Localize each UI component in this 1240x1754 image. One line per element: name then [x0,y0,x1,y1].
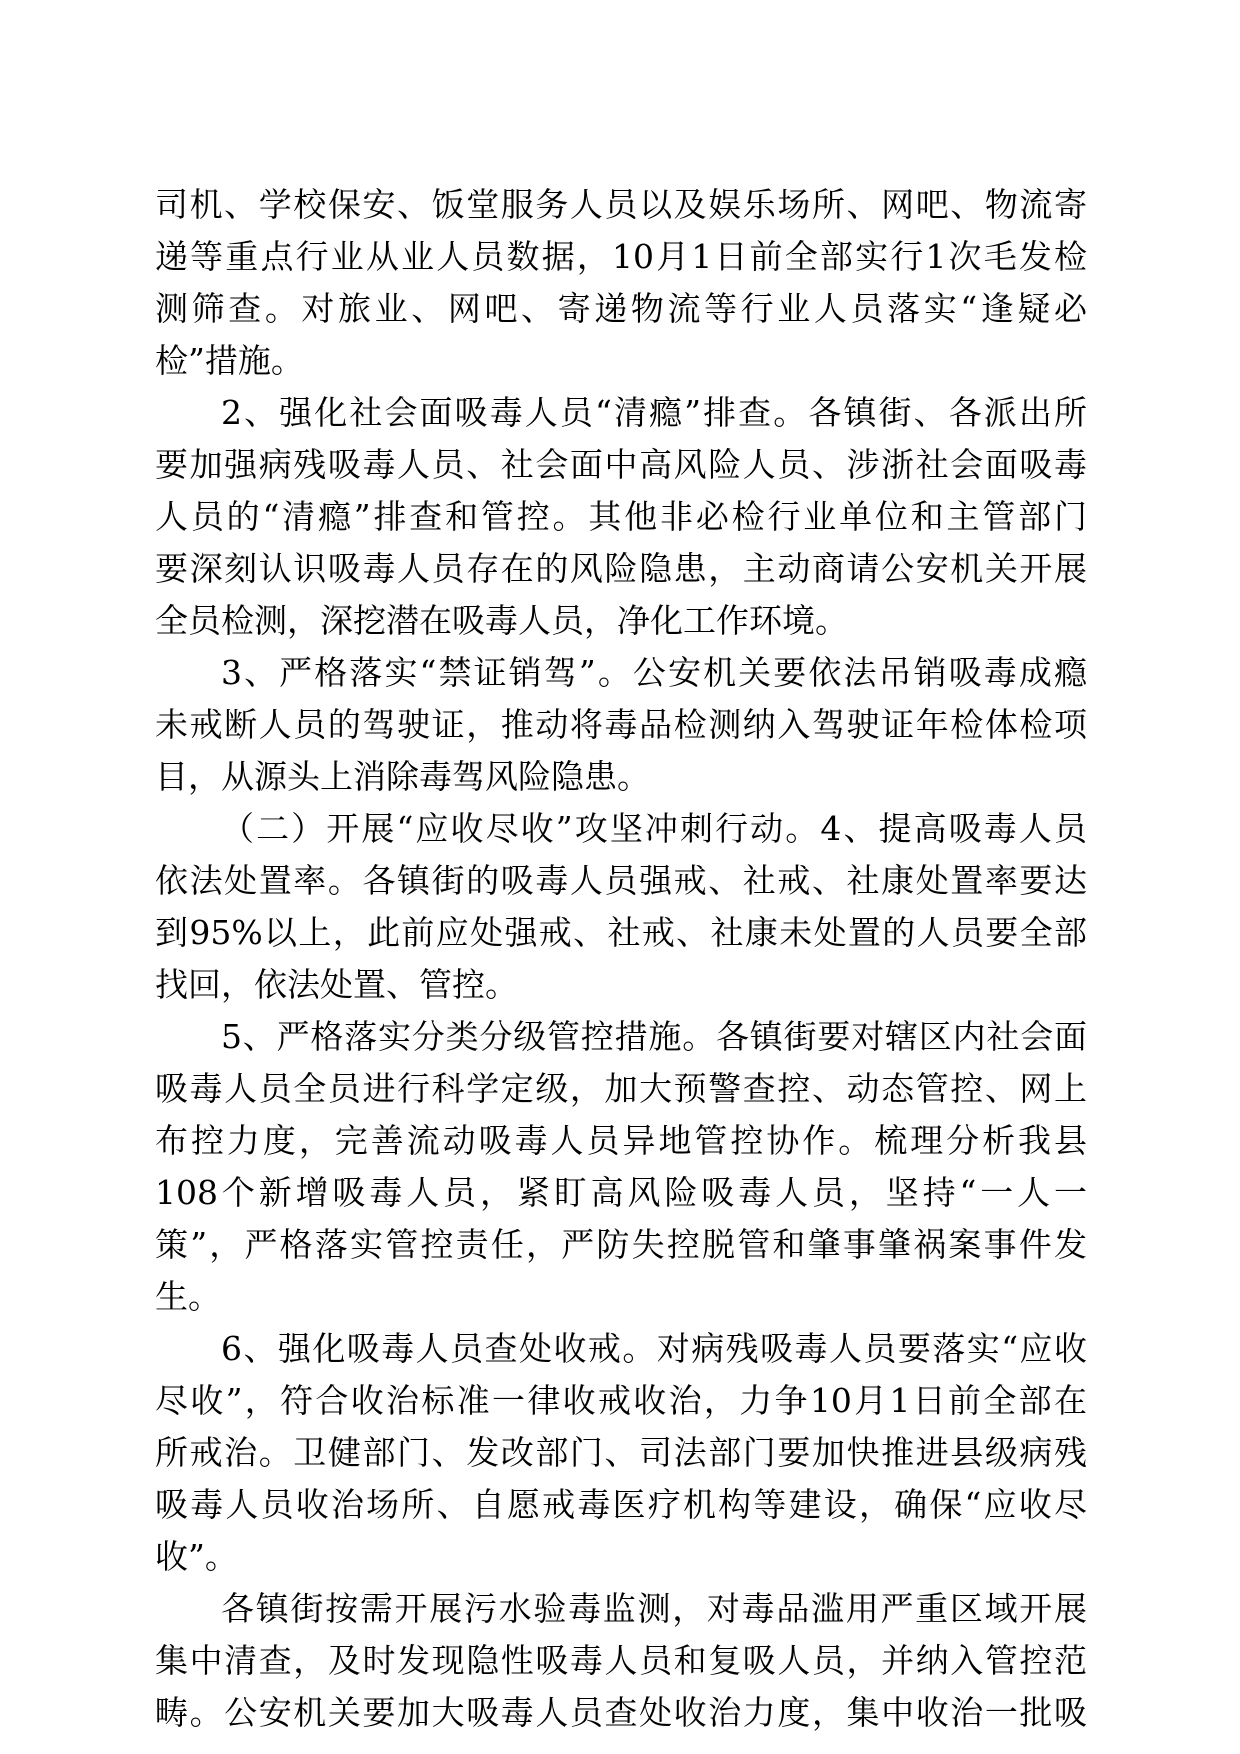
text-line: 递等重点行业从业人员数据，10月1日前全部实行1次毛发检 [155,237,1087,276]
text-line: 目，从源头上消除毒驾风险隐患。 [155,757,650,796]
text-line: 找回，依法处置、管控。 [155,965,518,1004]
text-line: 吸毒人员全员进行科学定级，加大预警查控、动态管控、网上 [155,1069,1087,1108]
text-line: 测筛查。对旅业、网吧、寄递物流等行业人员落实“逢疑必 [155,289,1087,328]
text-line: 要深刻认识吸毒人员存在的风险隐患，主动商请公安机关开展 [155,549,1087,588]
text-line: 人员的“清瘾”排查和管控。其他非必检行业单位和主管部门 [155,497,1087,536]
text-line: 集中清查，及时发现隐性吸毒人员和复吸人员，并纳入管控范 [155,1641,1087,1680]
text-line: 所戒治。卫健部门、发改部门、司法部门要加快推进县级病残 [155,1433,1087,1472]
paragraph-item-5 [155,1011,1087,1323]
text-line: 畴。公安机关要加大吸毒人员查处收治力度，集中收治一批吸 [155,1693,1087,1732]
text-line: 依法处置率。各镇街的吸毒人员强戒、社戒、社康处置率要达 [155,861,1087,900]
text-line: 生。 [155,1277,221,1316]
text-line: 3、严格落实“禁证销驾”。公安机关要依法吊销吸毒成瘾 [221,653,1087,692]
text-line: 到95%以上，此前应处强戒、社戒、社康未处置的人员要全部 [155,913,1087,952]
paragraph-item-6 [155,1323,1087,1583]
text-line: 各镇街按需开展污水验毒监测，对毒品滥用严重区域开展 [221,1589,1087,1628]
text-line: 108个新增吸毒人员，紧盯高风险吸毒人员，坚持“一人一 [155,1173,1087,1212]
text-line: 策”，严格落实管控责任，严防失控脱管和肇事肇祸案事件发 [155,1225,1087,1264]
text-line: 未戒断人员的驾驶证，推动将毒品检测纳入驾驶证年检体检项 [155,705,1087,744]
paragraph-continuation [155,179,1087,387]
text-line: 吸毒人员收治场所、自愿戒毒医疗机构等建设，确保“应收尽 [155,1485,1087,1524]
paragraph-item-2 [155,387,1087,647]
document-body [155,179,1087,1739]
paragraph-sewage-monitoring [155,1583,1087,1739]
paragraph-section-2 [155,803,1087,1011]
text-line: 尽收”，符合收治标准一律收戒收治，力争10月1日前全部在 [155,1381,1087,1420]
text-line: 5、严格落实分类分级管控措施。各镇街要对辖区内社会面 [221,1017,1087,1056]
text-line: 6、强化吸毒人员查处收戒。对病残吸毒人员要落实“应收 [221,1329,1087,1368]
paragraph-item-3 [155,647,1087,803]
text-line: （二）开展“应收尽收”攻坚冲刺行动。4、提高吸毒人员 [221,809,1087,848]
text-line: 司机、学校保安、饭堂服务人员以及娱乐场所、网吧、物流寄 [155,185,1087,224]
text-line: 全员检测，深挖潜在吸毒人员，净化工作环境。 [155,601,848,640]
text-line: 检”措施。 [155,341,304,380]
text-line: 布控力度，完善流动吸毒人员异地管控协作。梳理分析我县 [155,1121,1087,1160]
text-line: 2、强化社会面吸毒人员“清瘾”排查。各镇街、各派出所 [221,393,1087,432]
text-line: 收”。 [155,1537,238,1576]
text-line: 要加强病残吸毒人员、社会面中高风险人员、涉浙社会面吸毒 [155,445,1087,484]
